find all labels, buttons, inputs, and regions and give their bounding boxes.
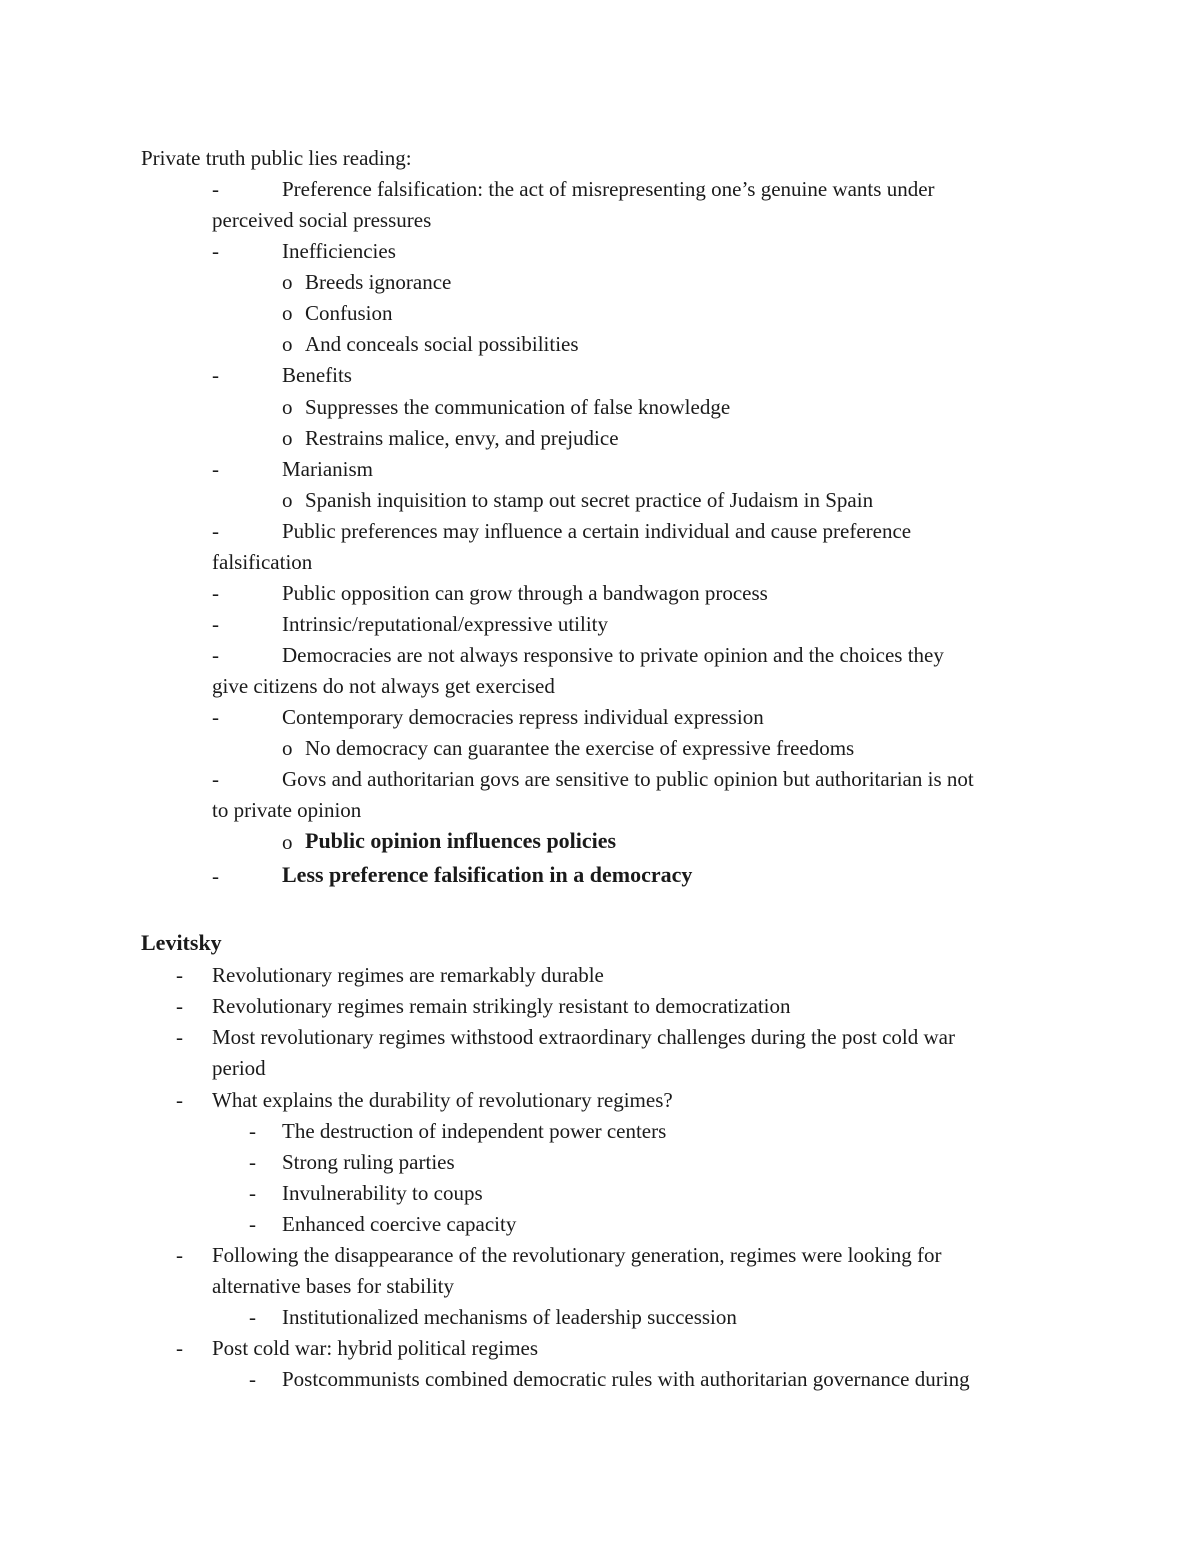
sub-list-item: Postcommunists combined democratic rules with authoritarian governance during xyxy=(282,1367,970,1391)
sub-list-item: Enhanced coercive capacity xyxy=(282,1212,517,1236)
dash-marker: - xyxy=(212,177,219,201)
dash-marker: - xyxy=(212,612,219,636)
list-item: Following the disappearance of the revolutionary generation, regimes were looking for xyxy=(212,1243,942,1267)
list-item: Revolutionary regimes are remarkably durable xyxy=(212,963,604,987)
dash-marker: - xyxy=(212,457,219,481)
list-item: Benefits xyxy=(282,363,352,387)
circle-marker: o xyxy=(282,426,293,450)
list-item: Intrinsic/reputational/expressive utility xyxy=(282,612,609,636)
list-item-continuation: falsification xyxy=(212,550,313,574)
sub-list-item: Breeds ignorance xyxy=(305,270,452,294)
dash-marker: - xyxy=(176,1088,183,1112)
list-item: Most revolutionary regimes withstood extraordinary challenges during the post cold war xyxy=(212,1025,955,1049)
list-item: Marianism xyxy=(282,457,373,481)
dash-marker: - xyxy=(212,767,219,791)
list-item-bold: Less preference falsification in a democracy xyxy=(282,862,693,887)
dash-marker: - xyxy=(249,1212,256,1236)
dash-marker: - xyxy=(249,1367,256,1391)
list-item: Post cold war: hybrid political regimes xyxy=(212,1336,539,1360)
sub-list-item: Strong ruling parties xyxy=(282,1150,455,1174)
list-item-continuation: to private opinion xyxy=(212,798,362,822)
dash-marker: - xyxy=(212,581,219,605)
list-item: Inefficiencies xyxy=(282,239,396,263)
dash-marker: - xyxy=(212,519,219,543)
sub-list-item-bold: Public opinion influences policies xyxy=(305,828,617,853)
dash-marker: - xyxy=(212,864,219,888)
sub-list-item: Restrains malice, envy, and prejudice xyxy=(305,426,619,450)
dash-marker: - xyxy=(176,1336,183,1360)
list-item: Public opposition can grow through a bandwagon process xyxy=(282,581,768,605)
list-item-continuation: alternative bases for stability xyxy=(212,1274,455,1298)
list-item: Public preferences may influence a certain individual and cause preference xyxy=(282,519,912,543)
sub-list-item: And conceals social possibilities xyxy=(305,332,579,356)
dash-marker: - xyxy=(249,1181,256,1205)
dash-marker: - xyxy=(249,1119,256,1143)
dash-marker: - xyxy=(249,1305,256,1329)
sub-list-item: Institutionalized mechanisms of leadership succession xyxy=(282,1305,737,1329)
circle-marker: o xyxy=(282,488,293,512)
list-item-continuation: period xyxy=(212,1056,266,1080)
list-item: What explains the durability of revolutionary regimes? xyxy=(212,1088,673,1112)
dash-marker: - xyxy=(212,705,219,729)
sub-list-item: Suppresses the communication of false knowledge xyxy=(305,395,731,419)
list-item: Contemporary democracies repress individual expression xyxy=(282,705,764,729)
dash-marker: - xyxy=(176,994,183,1018)
section-title-levitsky: Levitsky xyxy=(141,930,222,955)
section-title-private-truth: Private truth public lies reading: xyxy=(141,146,412,170)
list-item: Revolutionary regimes remain strikingly resistant to democratization xyxy=(212,994,791,1018)
circle-marker: o xyxy=(282,395,293,419)
circle-marker: o xyxy=(282,270,293,294)
circle-marker: o xyxy=(282,736,293,760)
list-item-continuation: give citizens do not always get exercised xyxy=(212,674,555,698)
sub-list-item: No democracy can guarantee the exercise of expressive freedoms xyxy=(305,736,855,760)
dash-marker: - xyxy=(176,963,183,987)
circle-marker: o xyxy=(282,301,293,325)
dash-marker: - xyxy=(212,643,219,667)
dash-marker: - xyxy=(249,1150,256,1174)
circle-marker: o xyxy=(282,830,293,854)
sub-list-item: Spanish inquisition to stamp out secret practice of Judaism in Spain xyxy=(305,488,874,512)
sub-list-item: The destruction of independent power centers xyxy=(282,1119,667,1143)
sub-list-item: Confusion xyxy=(305,301,393,325)
list-item: Preference falsification: the act of misrepresenting one’s genuine wants under xyxy=(282,177,935,201)
dash-marker: - xyxy=(176,1243,183,1267)
dash-marker: - xyxy=(212,363,219,387)
list-item: Govs and authoritarian govs are sensitive to public opinion but authoritarian is not xyxy=(282,767,974,791)
dash-marker: - xyxy=(176,1025,183,1049)
circle-marker: o xyxy=(282,332,293,356)
dash-marker: - xyxy=(212,239,219,263)
list-item: Democracies are not always responsive to private opinion and the choices they xyxy=(282,643,944,667)
list-item-continuation: perceived social pressures xyxy=(212,208,432,232)
sub-list-item: Invulnerability to coups xyxy=(282,1181,483,1205)
